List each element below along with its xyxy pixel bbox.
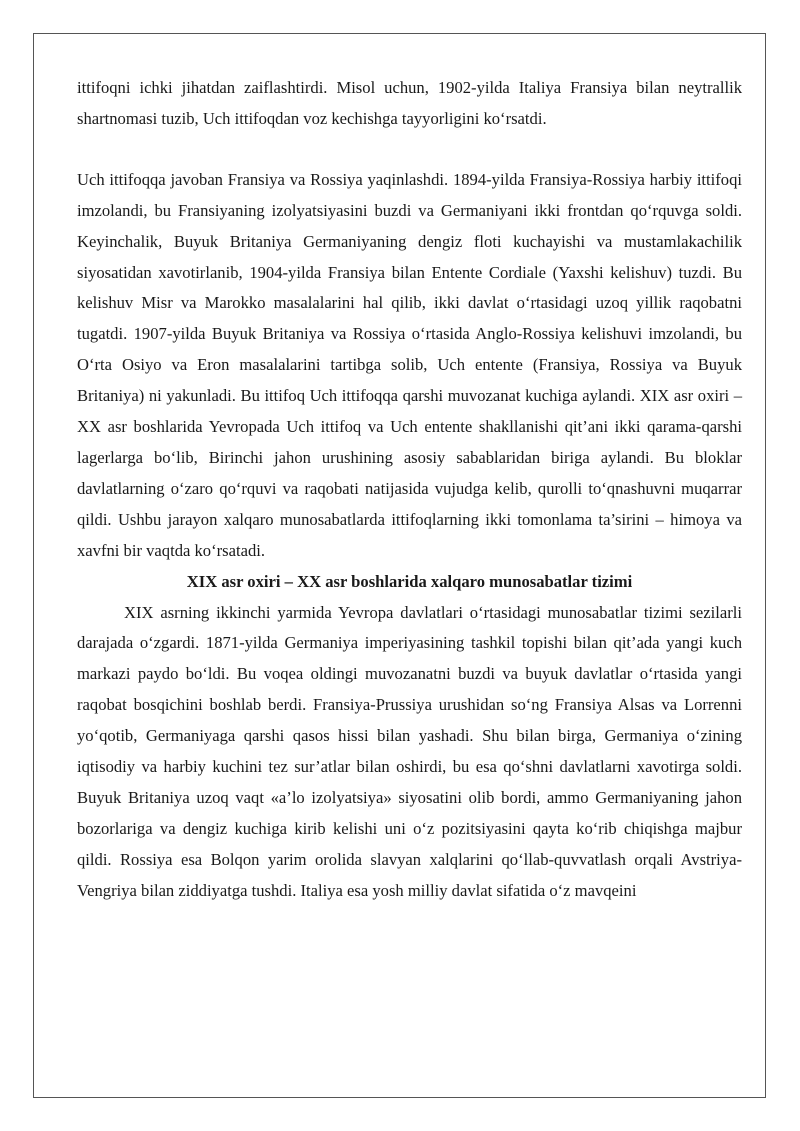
section-heading: XIX asr oxiri – XX asr boshlarida xalqaro munosabatlar tizimi [186, 571, 633, 591]
document-body [77, 73, 742, 907]
paragraph-international-relations: XIX asrning ikkinchi yarmida Yevropa davlatlari o‘rtasidagi munosabatlar tizimi sezilarli darajada o‘zgardi. 1871-yilda Germaniya imperiyasining tashkil topishi bilan qit’ada yangi kuch markazi paydo bo‘ldi. Bu voqea oldingi muvozanatni buzdi va buyuk davlatlar o‘rtasida yangi raqobat bosqichini boshlab berdi. Fransiya-Prussiya urushidan so‘ng Fransiya Alsas va Lorrenni yo‘qotib, Germaniyaga qarshi qasos hissi bilan yashadi. Shu bilan birga, Germaniya o‘zining iqtisodiy va harbiy kuchini tez sur’atlar bilan oshirdi, bu esa qo‘shni davlatlarni xavotirga soldi. Buyuk Britaniya uzoq vaqt «a’lo izolyatsiya» siyosatini olib bordi, ammo Germaniyaning jahon bozorlariga va dengiz kuchiga kirib kelishi uni o‘z pozitsiyasini qayta ko‘rib chiqishga majbur qildi. Rossiya esa Bolqon yarim orolida slavyan xalqlarini qo‘llab-quvvatlash orqali Avstriya-Vengriya bilan ziddiyatga tushdi. Italiya esa yosh milliy davlat sifatida o‘z mavqeini [77, 602, 742, 900]
paragraph-continuation: ittifoqni ichki jihatdan zaiflashtirdi. Misol uchun, 1902-yilda Italiya Fransiya bilan neytrallik shartnomasi tuzib, Uch ittifoqdan voz kechishga tayyorligini ko‘rsatdi. [77, 78, 742, 128]
paragraph-entente: Uch ittifoqqa javoban Fransiya va Rossiya yaqinlashdi. 1894-yilda Fransiya-Rossiya harbiy ittifoqi imzolandi, bu Fransiyaning izolyatsiyasini buzdi va Germaniyani ikki frontdan qo‘rquvga soldi. Keyinchalik, Buyuk Britaniya Germaniyaning dengiz floti kuchayishi va mustamlakachilik siyosatidan xavotirlanib, 1904-yilda Fransiya bilan Entente Cordiale (Yaxshi kelishuv) tuzdi. Bu kelishuv Misr va Marokko masalalarini hal qilib, ikki davlat o‘rtasidagi uzoq yillik raqobatni tugatdi. 1907-yilda Buyuk Britaniya va Rossiya o‘rtasida Anglo-Rossiya kelishuvi imzolandi, bu O‘rta Osiyo va Eron masalalarini tartibga solib, Uch entente (Fransiya, Rossiya va Buyuk Britaniya) ni yakunladi. Bu ittifoq Uch ittifoqqa qarshi muvozanat kuchiga aylandi. XIX asr oxiri – XX asr boshlarida Yevropada Uch ittifoq va Uch entente shakllanishi qit’ani ikki qarama-qarshi lagerlarga bo‘lib, Birinchi jahon urushining asosiy sabablaridan biriga aylandi. Bu bloklar davlatlarning o‘zaro qo‘rquvi va raqobati natijasida vujudga kelib, qurolli to‘qnashuvni muqarrar qildi. Ushbu jarayon xalqaro munosabatlarda ittifoqlarning ikki tomonlama ta’sirini – himoya va xavfni bir vaqtda ko‘rsatadi. [77, 169, 742, 560]
